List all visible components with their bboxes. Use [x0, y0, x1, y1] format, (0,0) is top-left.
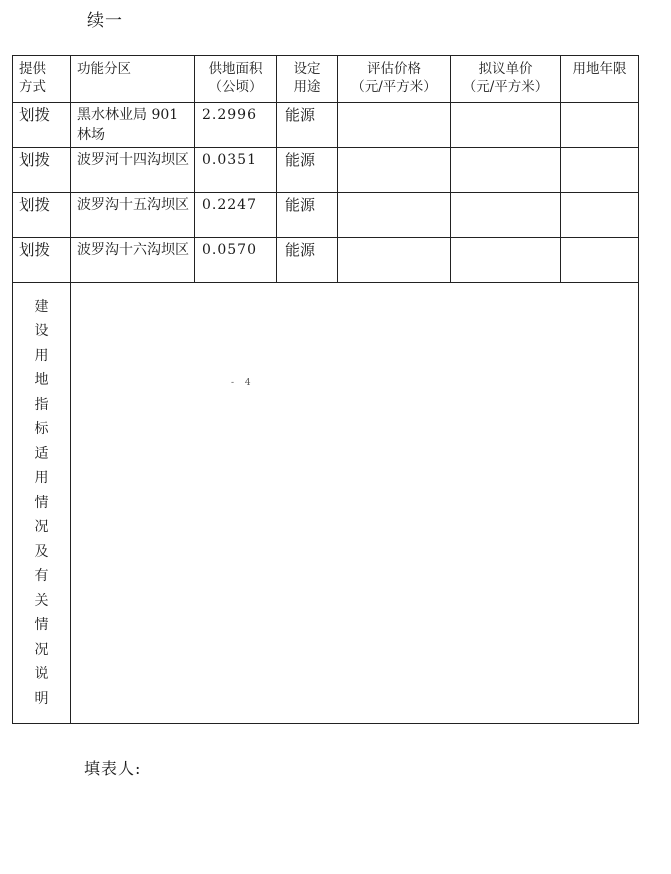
cell-zone: 波罗沟十六沟坝区 — [71, 238, 195, 283]
cell-use: 能源 — [277, 238, 338, 283]
notes-label-char: 设 — [34, 323, 49, 340]
stray-mark: - 4 — [231, 378, 255, 388]
notes-label-char: 明 — [34, 690, 49, 707]
notes-body — [71, 283, 639, 724]
cell-term — [561, 148, 639, 193]
notes-label-char: 地 — [34, 372, 49, 389]
notes-label-char: 用 — [34, 470, 49, 487]
cell-area: 0.0570 — [195, 238, 277, 283]
notes-label — [13, 283, 71, 724]
notes-label-char: 关 — [34, 592, 49, 609]
table-row — [13, 238, 639, 283]
cell-zone: 波罗河十四沟坝区 — [71, 148, 195, 193]
cell-eval-price — [338, 148, 451, 193]
notes-label-char: 情 — [34, 617, 49, 634]
cell-method: 划拨 — [13, 103, 71, 148]
notes-label-char: 况 — [34, 519, 49, 536]
notes-label-char: 情 — [34, 494, 49, 511]
notes-label-char: 适 — [34, 445, 49, 462]
cell-unit-price — [451, 148, 561, 193]
table-row — [13, 103, 639, 148]
notes-row — [13, 283, 639, 724]
cell-unit-price — [451, 238, 561, 283]
notes-label-char: 及 — [34, 543, 49, 560]
table-row — [13, 148, 639, 193]
header-term: 用地年限 — [561, 56, 639, 103]
notes-label-char: 况 — [34, 641, 49, 658]
cell-eval-price — [338, 103, 451, 148]
notes-label-char: 说 — [34, 666, 49, 683]
table-row — [13, 193, 639, 238]
cell-method: 划拨 — [13, 148, 71, 193]
header-unit-price: 拟议单价 （元/平方米） — [451, 56, 561, 103]
cell-use: 能源 — [277, 193, 338, 238]
notes-label-char: 标 — [34, 421, 49, 438]
filler-label: 填表人: — [84, 759, 142, 778]
page-heading: 续一 — [87, 11, 123, 31]
cell-area: 0.2247 — [195, 193, 277, 238]
cell-eval-price — [338, 238, 451, 283]
cell-eval-price — [338, 193, 451, 238]
cell-use: 能源 — [277, 148, 338, 193]
cell-unit-price — [451, 103, 561, 148]
cell-zone: 波罗沟十五沟坝区 — [71, 193, 195, 238]
cell-zone: 黑水林业局 901林场 — [71, 103, 195, 148]
cell-use: 能源 — [277, 103, 338, 148]
header-use: 设定 用途 — [277, 56, 338, 103]
cell-area: 2.2996 — [195, 103, 277, 148]
header-area: 供地面积 （公顷） — [195, 56, 277, 103]
notes-label-char: 指 — [34, 396, 49, 413]
notes-label-char: 有 — [34, 568, 49, 585]
header-eval-price: 评估价格 （元/平方米） — [338, 56, 451, 103]
cell-term — [561, 193, 639, 238]
cell-method: 划拨 — [13, 238, 71, 283]
cell-area: 0.0351 — [195, 148, 277, 193]
cell-term — [561, 103, 639, 148]
cell-unit-price — [451, 193, 561, 238]
land-supply-table — [12, 55, 639, 724]
table-header-row — [13, 56, 639, 103]
notes-label-vertical — [13, 295, 70, 712]
cell-method: 划拨 — [13, 193, 71, 238]
header-zone: 功能分区 — [71, 56, 195, 103]
notes-label-char: 用 — [34, 347, 49, 364]
header-method: 提供 方式 — [13, 56, 71, 103]
notes-label-char: 建 — [34, 298, 49, 315]
cell-term — [561, 238, 639, 283]
